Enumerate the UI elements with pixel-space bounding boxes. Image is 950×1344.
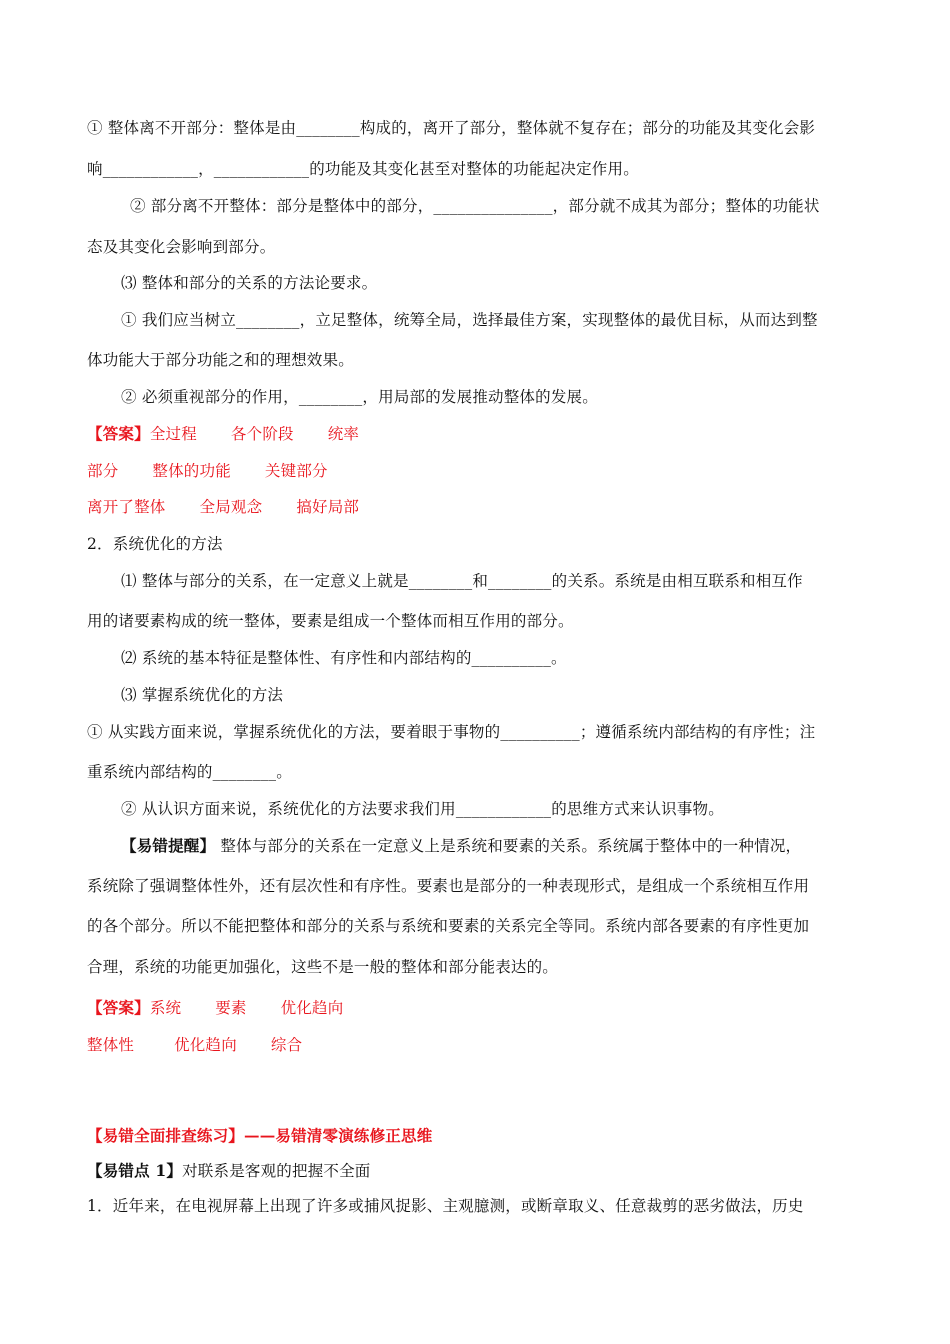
answer-item: 要素 (215, 999, 247, 1017)
paragraph-methodology-heading: ⑶ 整体和部分的关系的方法论要求。 (121, 274, 378, 292)
section-title-system-optimization: 2．系统优化的方法 (87, 535, 223, 553)
tip-line1 (121, 836, 911, 856)
answer-block-1-row3 (87, 497, 877, 517)
paragraph-whole-needs-parts-line2: 响____________，____________的功能及其变化甚至对整体的功能起决定作用。 (87, 160, 639, 178)
answer-block-1-row1 (87, 424, 877, 444)
error-point-1 (87, 1161, 877, 1181)
tip-line3: 的各个部分。所以不能把整体和部分的关系与系统和要素的关系完全等同。系统内部各要素的有序性更加 (87, 917, 810, 935)
error-point-label: 【易错点 1】 (87, 1161, 183, 1180)
answer-item: 统率 (327, 425, 360, 443)
tip-text: 整体与部分的关系在一定意义上是系统和要素的关系。系统属于整体中的一种情况， (215, 837, 802, 855)
tip-label: 【易错提醒】 (121, 836, 216, 855)
answer-item: 综合 (270, 1036, 303, 1054)
answer-item: 搞好局部 (296, 498, 360, 516)
paragraph-parts-need-whole-line2: 态及其变化会影响到部分。 (87, 238, 276, 256)
answer-block-2-row1 (87, 998, 877, 1018)
paragraph-system-elements-line2: 用的诸要素构成的统一整体，要素是组成一个整体而相互作用的部分。 (87, 612, 574, 630)
answer-item: 全过程 (149, 425, 197, 443)
error-point-text: 对联系是客观的把握不全面 (182, 1162, 371, 1180)
paragraph-establish-global-line1: ① 我们应当树立________，立足整体，统筹全局，选择最佳方案，实现整体的最优目标，从而达到整 (121, 311, 818, 329)
paragraph-value-parts: ② 必须重视部分的作用，________，用局部的发展推动整体的发展。 (121, 388, 598, 406)
paragraph-practice-aspect-line1: ① 从实践方面来说，掌握系统优化的方法，要着眼于事物的__________；遵循系统内部结构的有序性；注 (87, 723, 816, 741)
paragraph-establish-global-line2: 体功能大于部分功能之和的理想效果。 (87, 351, 354, 369)
paragraph-practice-aspect-line2: 重系统内部结构的________。 (87, 763, 292, 781)
paragraph-whole-needs-parts-line1: ① 整体离不开部分：整体是由________构成的，离开了部分，整体就不复存在；部分的功能及其变化会影 (87, 119, 816, 137)
answer-item: 整体性 (87, 1036, 135, 1054)
answer-item: 部分 (87, 462, 119, 480)
answer-item: 离开了整体 (87, 498, 166, 516)
tip-line2: 系统除了强调整体性外，还有层次性和有序性。要素也是部分的一种表现形式，是组成一个系统相互作用 (87, 877, 810, 895)
paragraph-system-features: ⑵ 系统的基本特征是整体性、有序性和内部结构的__________。 (121, 649, 567, 667)
answer-item: 优化趋向 (280, 999, 344, 1017)
answer-item: 关键部分 (264, 462, 328, 480)
answer-item: 整体的功能 (152, 462, 231, 480)
paragraph-cognition-aspect: ② 从认识方面来说，系统优化的方法要求我们用____________的思维方式来认识事物。 (121, 800, 724, 818)
answer-label: 【答案】 (87, 998, 150, 1017)
paragraph-parts-need-whole-line1: ② 部分离不开整体：部分是整体中的部分，_______________，部分就不成其为部分；整体的功能状 (130, 197, 820, 215)
answer-item: 各个阶段 (230, 425, 294, 443)
answer-item: 系统 (149, 999, 182, 1017)
practice-section-title: 【易错全面排查练习】——易错清零演练修正思维 (87, 1126, 433, 1145)
answer-item: 全局观念 (199, 498, 263, 516)
tip-line4: 合理，系统的功能更加强化，这些不是一般的整体和部分能表达的。 (87, 958, 559, 976)
answer-label: 【答案】 (87, 424, 150, 443)
answer-block-1-row2 (87, 461, 877, 481)
paragraph-system-elements-line1: ⑴ 整体与部分的关系，在一定意义上就是________和________的关系。系统是由相互联系和相互作 (121, 572, 803, 590)
answer-block-2-row2 (87, 1035, 877, 1055)
paragraph-master-method-heading: ⑶ 掌握系统优化的方法 (121, 686, 284, 704)
answer-item: 优化趋向 (174, 1036, 237, 1054)
question-1: 1．近年来，在电视屏幕上出现了许多或捕风捉影、主观臆测，或断章取义、任意裁剪的恶劣做法，历史 (87, 1197, 804, 1215)
